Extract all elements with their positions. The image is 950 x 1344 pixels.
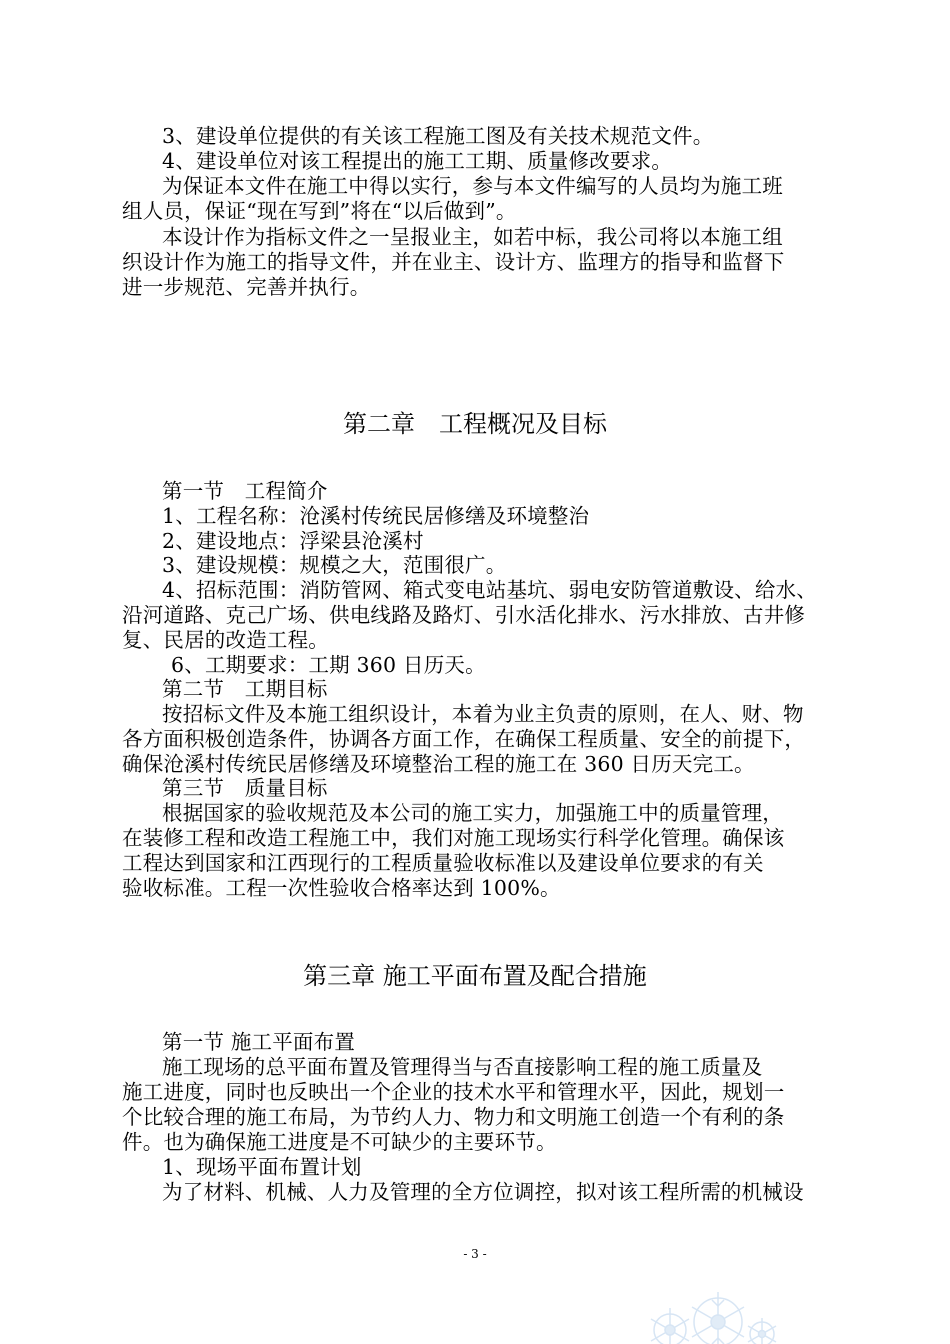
paragraph-line: 施工进度，同时也反映出一个企业的技术水平和管理水平，因此，规划一 (122, 1080, 785, 1104)
paragraph-line: 4、建设单位对该工程提出的施工工期、质量修改要求。 (162, 149, 673, 173)
snowflake-icon (640, 1282, 780, 1344)
chapter-heading: 第二章 工程概况及目标 (343, 410, 607, 438)
paragraph-line: 件。也为确保施工进度是不可缺少的主要环节。 (122, 1130, 557, 1154)
chapter-heading: 第三章 施工平面布置及配合措施 (303, 962, 647, 990)
paragraph-line: 个比较合理的施工布局，为节约人力、物力和文明施工创造一个有利的条 (122, 1105, 785, 1129)
paragraph-line: 确保沧溪村传统民居修缮及环境整治工程的施工在 360 日历天完工。 (122, 752, 755, 776)
paragraph-line: 各方面积极创造条件，协调各方面工作，在确保工程质量、安全的前提下， (122, 727, 806, 751)
paragraph-line: 工程达到国家和江西现行的工程质量验收标准以及建设单位要求的有关 (122, 851, 764, 875)
paragraph-line: 沿河道路、克己广场、供电线路及路灯、引水活化排水、污水排放、古井修 (122, 603, 806, 627)
section-heading: 第三节 质量目标 (162, 776, 328, 800)
paragraph-line: 按招标文件及本施工组织设计，本着为业主负责的原则，在人、财、物 (162, 702, 804, 726)
paragraph-line: 施工现场的总平面布置及管理得当与否直接影响工程的施工质量及 (162, 1055, 763, 1079)
paragraph-line: 在装修工程和改造工程施工中，我们对施工现场实行科学化管理。确保该 (122, 826, 785, 850)
paragraph-line: 3、建设规模：规模之大，范围很广。 (162, 553, 507, 577)
paragraph-line: 复、民居的改造工程。 (122, 628, 329, 652)
paragraph-line: 本设计作为指标文件之一呈报业主，如若中标，我公司将以本施工组 (162, 225, 783, 249)
paragraph-line: 根据国家的验收规范及本公司的施工实力，加强施工中的质量管理， (162, 801, 783, 825)
page-number: - 3 - (463, 1247, 487, 1261)
paragraph-line: 3、建设单位提供的有关该工程施工图及有关技术规范文件。 (162, 124, 714, 148)
section-heading: 第一节 工程简介 (162, 479, 328, 503)
paragraph-line: 6、工期要求：工期 360 日历天。 (171, 653, 486, 677)
paragraph-line: 2、建设地点：浮梁县沧溪村 (162, 529, 424, 553)
paragraph-line: 4、招标范围：消防管网、箱式变电站基坑、弱电安防管道敷设、给水、 (162, 578, 817, 602)
paragraph-line: 1、工程名称：沧溪村传统民居修缮及环境整治 (162, 504, 590, 528)
paragraph-line: 为了材料、机械、人力及管理的全方位调控，拟对该工程所需的机械设 (162, 1180, 804, 1204)
paragraph-line: 组人员，保证“现在写到”将在“以后做到”。 (122, 199, 517, 223)
paragraph-line: 织设计作为施工的指导文件，并在业主、设计方、监理方的指导和监督下 (122, 250, 785, 274)
paragraph-line: 进一步规范、完善并执行。 (122, 275, 371, 299)
paragraph-line: 1、现场平面布置计划 (162, 1155, 362, 1179)
paragraph-line: 为保证本文件在施工中得以实行，参与本文件编写的人员均为施工班 (162, 174, 783, 198)
section-heading: 第二节 工期目标 (162, 677, 328, 701)
section-heading: 第一节 施工平面布置 (162, 1030, 356, 1054)
paragraph-line: 验收标准。工程一次性验收合格率达到 100%。 (122, 876, 561, 900)
